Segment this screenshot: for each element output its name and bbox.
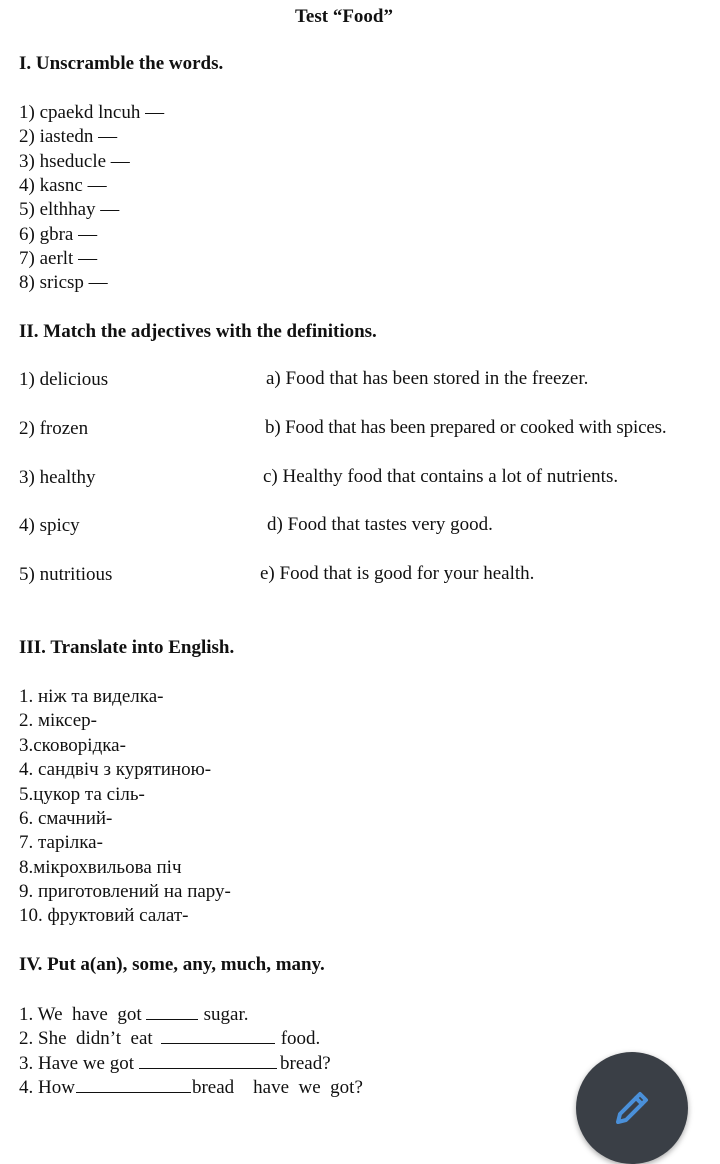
adjective-item: 4) spicy xyxy=(19,515,80,536)
section-1-heading: I. Unscramble the words. xyxy=(19,53,224,74)
adjective-item: 1) delicious xyxy=(19,369,109,390)
answer-blank xyxy=(146,1002,198,1020)
sentence-end: bread have we got? xyxy=(191,1077,363,1098)
sentence-start: 2. She didn’t eat xyxy=(19,1028,153,1049)
answer-blank xyxy=(161,1026,275,1044)
definition-item: c) Healthy food that contains a lot of nutrients. xyxy=(263,466,619,487)
list-item: 7. тарілка- xyxy=(19,832,103,853)
adjective-item: 3) healthy xyxy=(19,467,96,488)
list-item: 6. смачний- xyxy=(19,808,113,829)
sentence-end: sugar. xyxy=(203,1004,249,1025)
definition-item: b) Food that has been prepared or cooked with spices. xyxy=(265,417,667,438)
sentence-start: 3. Have we got xyxy=(19,1053,135,1074)
adjective-item: 2) frozen xyxy=(19,418,89,439)
section-3-heading: III. Translate into English. xyxy=(19,637,235,658)
list-item: 1) cpaekd lncuh — xyxy=(19,102,165,123)
sentence-end: food. xyxy=(280,1028,321,1049)
list-item: 2. міксер- xyxy=(19,710,97,731)
list-item: 9. приготовлений на пару- xyxy=(19,881,231,902)
list-item xyxy=(19,1075,363,1100)
answer-blank xyxy=(139,1051,277,1069)
page-title: Test “Food” xyxy=(294,6,393,27)
list-item: 6) gbra — xyxy=(19,224,98,245)
definition-item: e) Food that is good for your health. xyxy=(260,563,535,584)
list-item: 7) aerlt — xyxy=(19,248,98,269)
list-item: 5.цукор та сіль- xyxy=(19,784,145,805)
definition-item: d) Food that tastes very good. xyxy=(267,514,493,535)
list-item: 8) sricsp — xyxy=(19,272,108,293)
list-item: 5) elthhay — xyxy=(19,199,120,220)
list-item: 3.сковорідка- xyxy=(19,735,126,756)
list-item: 3) hseducle — xyxy=(19,151,130,172)
list-item: 4) kasnc — xyxy=(19,175,107,196)
sentence-start: 4. How xyxy=(19,1077,75,1098)
definition-item: a) Food that has been stored in the freezer. xyxy=(266,368,589,389)
section-4-heading: IV. Put a(an), some, any, much, many. xyxy=(19,954,325,975)
adjective-item: 5) nutritious xyxy=(19,564,113,585)
answer-blank xyxy=(76,1075,191,1093)
list-item: 2) iastedn — xyxy=(19,126,118,147)
list-item xyxy=(19,1051,331,1076)
list-item: 4. сандвіч з курятиною- xyxy=(19,759,212,780)
pencil-icon xyxy=(610,1086,654,1130)
list-item xyxy=(19,1026,320,1051)
list-item: 10. фруктовий салат- xyxy=(19,905,189,926)
list-item xyxy=(19,1002,249,1027)
section-2-heading: II. Match the adjectives with the definitions. xyxy=(19,321,377,342)
sentence-end: bread? xyxy=(280,1053,331,1074)
list-item: 8.мікрохвильова піч xyxy=(19,857,182,878)
edit-button[interactable] xyxy=(576,1052,688,1164)
list-item: 1. ніж та виделка- xyxy=(19,686,164,707)
sentence-start: 1. We have got xyxy=(19,1004,142,1025)
